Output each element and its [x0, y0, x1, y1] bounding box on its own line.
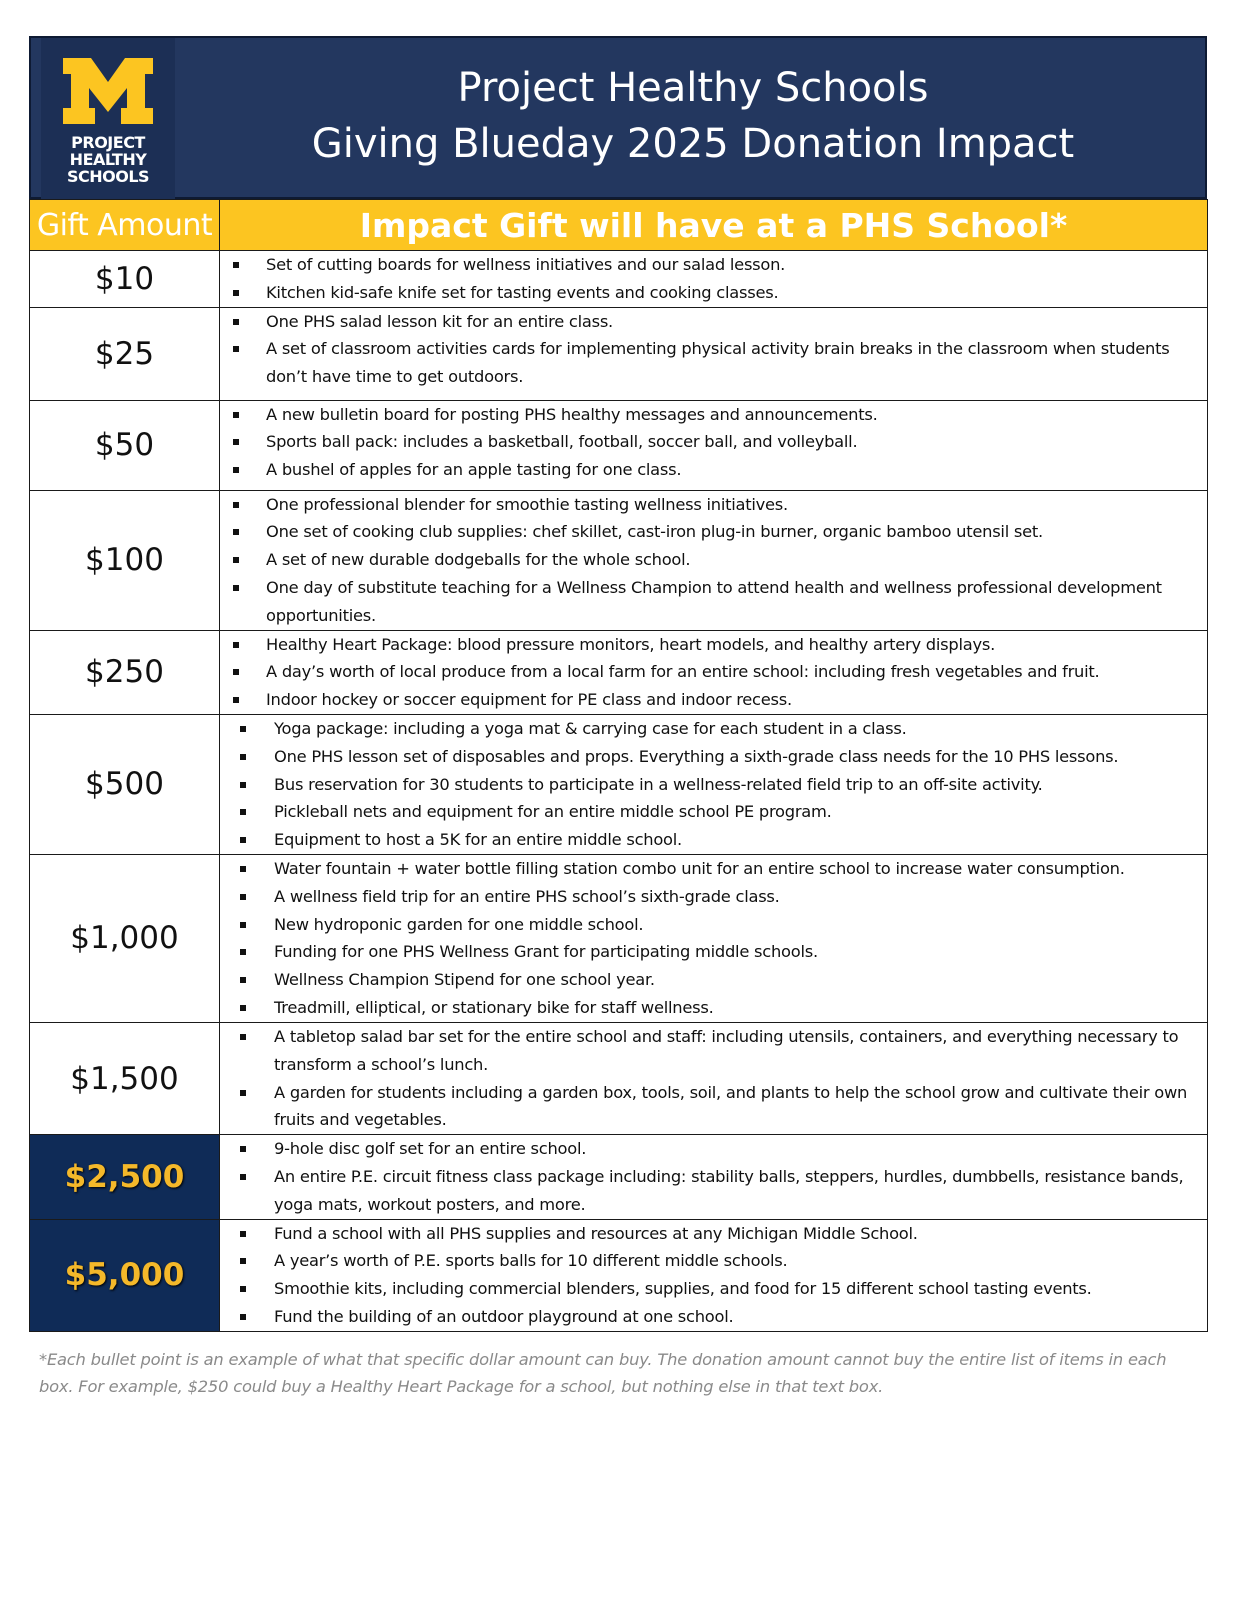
- list-item: An entire P.E. circuit fitness class package including: stability balls, steppers, hurdles, dumbbells, resistance bands, yoga mats, workout posters, and more.: [220, 1163, 1207, 1219]
- logo-line-1: PROJECT: [71, 133, 145, 152]
- list-item: Indoor hockey or soccer equipment for PE class and indoor recess.: [220, 686, 1207, 714]
- impact-list: [220, 855, 1207, 1022]
- column-header-impact: Impact Gift will have at a PHS School*: [220, 200, 1208, 251]
- list-item: One set of cooking club supplies: chef skillet, cast-iron plug-in burner, organic bamboo utensil set.: [220, 518, 1207, 546]
- list-item: Equipment to host a 5K for an entire middle school.: [220, 826, 1207, 854]
- list-item: Yoga package: including a yoga mat & carrying case for each student in a class.: [220, 715, 1207, 743]
- footnote: *Each bullet point is an example of what that specific dollar amount can buy. The donation amount cannot buy the entire list of items in each box. For example, $250 could buy a Healthy Heart Package for a school, but nothing else in that text box.: [39, 1349, 1167, 1396]
- gift-amount: $50: [30, 400, 220, 490]
- list-item: Pickleball nets and equipment for an entire middle school PE program.: [220, 798, 1207, 826]
- impact-list: [220, 308, 1207, 391]
- logo-line-3: SCHOOLS: [66, 167, 150, 186]
- table-row: [30, 630, 1208, 714]
- gift-amount: $10: [30, 251, 220, 308]
- impact-list: [220, 1220, 1207, 1331]
- impact-list: [220, 1135, 1207, 1218]
- list-item: A set of new durable dodgeballs for the whole school.: [220, 546, 1207, 574]
- impact-list: [220, 251, 1207, 307]
- table-row: [30, 307, 1208, 400]
- impact-list: [220, 631, 1207, 714]
- impact-items: [220, 490, 1208, 630]
- table-row: [30, 490, 1208, 630]
- gift-amount: $500: [30, 714, 220, 854]
- table-row: [30, 1135, 1208, 1219]
- title-line-2: Giving Blueday 2025 Donation Impact: [311, 121, 1075, 167]
- list-item: Treadmill, elliptical, or stationary bike for staff wellness.: [220, 994, 1207, 1022]
- impact-list: [220, 401, 1207, 484]
- logo-line-2: HEALTHY: [69, 150, 147, 169]
- list-item: One day of substitute teaching for a Wellness Champion to attend health and wellness professional development opportunities.: [220, 574, 1207, 630]
- gift-amount: $5,000: [30, 1219, 220, 1331]
- column-header-gift-amount: Gift Amount: [30, 200, 220, 251]
- list-item: One professional blender for smoothie tasting wellness initiatives.: [220, 491, 1207, 519]
- page-header: [29, 36, 1207, 199]
- list-item: A set of classroom activities cards for implementing physical activity brain breaks in the classroom when students don’t have time to get outdoors.: [220, 335, 1207, 391]
- list-item: Water fountain + water bottle filling station combo unit for an entire school to increase water consumption.: [220, 855, 1207, 883]
- list-item: One PHS lesson set of disposables and props. Everything a sixth-grade class needs for the 10 PHS lessons.: [220, 743, 1207, 771]
- list-item: A garden for students including a garden box, tools, soil, and plants to help the school grow and cultivate their own fruits and vegetables.: [220, 1079, 1207, 1135]
- impact-items: [220, 251, 1208, 308]
- table-row: [30, 1022, 1208, 1134]
- gift-amount: $25: [30, 307, 220, 400]
- impact-list: [220, 715, 1207, 854]
- list-item: Sports ball pack: includes a basketball, football, soccer ball, and volleyball.: [220, 428, 1207, 456]
- gift-amount: $1,000: [30, 854, 220, 1022]
- list-item: Fund the building of an outdoor playground at one school.: [220, 1303, 1207, 1331]
- impact-list: [220, 491, 1207, 630]
- table-row: [30, 1219, 1208, 1331]
- list-item: Funding for one PHS Wellness Grant for participating middle schools.: [220, 938, 1207, 966]
- list-item: Smoothie kits, including commercial blenders, supplies, and food for 15 different school tasting events.: [220, 1275, 1207, 1303]
- table-row: [30, 251, 1208, 308]
- list-item: Wellness Champion Stipend for one school year.: [220, 966, 1207, 994]
- list-item: A day’s worth of local produce from a local farm for an entire school: including fresh vegetables and fruit.: [220, 658, 1207, 686]
- title-line-1: Project Healthy Schools: [457, 65, 929, 111]
- impact-items: [220, 630, 1208, 714]
- impact-items: [220, 307, 1208, 400]
- list-item: A wellness field trip for an entire PHS school’s sixth-grade class.: [220, 883, 1207, 911]
- gift-amount: $250: [30, 630, 220, 714]
- page-title: [181, 60, 1205, 172]
- list-item: New hydroponic garden for one middle school.: [220, 911, 1207, 939]
- list-item: One PHS salad lesson kit for an entire class.: [220, 308, 1207, 336]
- impact-items: [220, 400, 1208, 490]
- gift-amount: $1,500: [30, 1022, 220, 1134]
- list-item: A tabletop salad bar set for the entire school and staff: including utensils, containers, and everything necessary to transform a school’s lunch.: [220, 1023, 1207, 1079]
- list-item: A bushel of apples for an apple tasting for one class.: [220, 456, 1207, 484]
- table-row: [30, 714, 1208, 854]
- list-item: Healthy Heart Package: blood pressure monitors, heart models, and healthy artery displays.: [220, 631, 1207, 659]
- table-header-row: [30, 200, 1208, 251]
- list-item: Set of cutting boards for wellness initiatives and our salad lesson.: [220, 251, 1207, 279]
- impact-items: [220, 714, 1208, 854]
- impact-items: [220, 1022, 1208, 1134]
- list-item: Bus reservation for 30 students to participate in a wellness-related field trip to an off-site activity.: [220, 771, 1207, 799]
- donation-impact-sheet: [29, 36, 1207, 1400]
- list-item: A year’s worth of P.E. sports balls for 10 different middle schools.: [220, 1247, 1207, 1275]
- impact-table-body: [30, 251, 1208, 1332]
- list-item: Fund a school with all PHS supplies and resources at any Michigan Middle School.: [220, 1220, 1207, 1248]
- impact-list: [220, 1023, 1207, 1134]
- gift-amount: $100: [30, 490, 220, 630]
- logo-wordmark: [41, 134, 175, 185]
- table-row: [30, 854, 1208, 1022]
- impact-table: [29, 199, 1208, 1332]
- block-m-icon: [61, 56, 155, 126]
- impact-items: [220, 1135, 1208, 1219]
- list-item: 9-hole disc golf set for an entire school.: [220, 1135, 1207, 1163]
- impact-items: [220, 854, 1208, 1022]
- gift-amount: $2,500: [30, 1135, 220, 1219]
- logo: [41, 38, 175, 199]
- list-item: Kitchen kid-safe knife set for tasting events and cooking classes.: [220, 279, 1207, 307]
- list-item: A new bulletin board for posting PHS healthy messages and announcements.: [220, 401, 1207, 429]
- table-row: [30, 400, 1208, 490]
- impact-items: [220, 1219, 1208, 1331]
